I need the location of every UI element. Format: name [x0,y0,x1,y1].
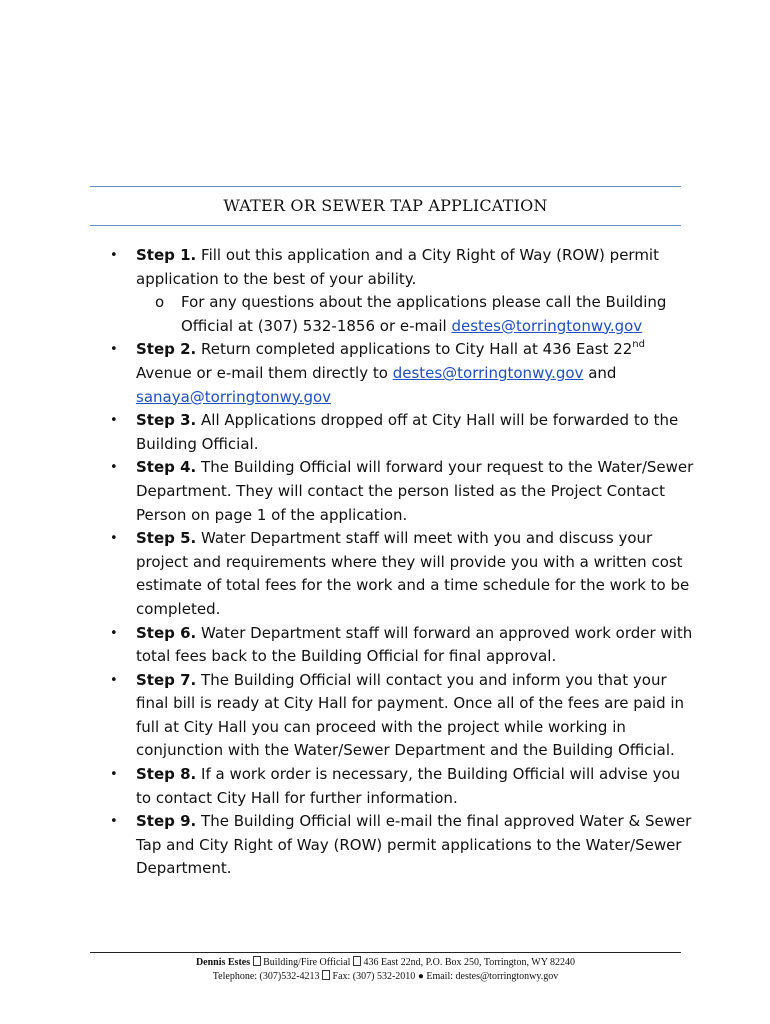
footer-name: Dennis Estes [195,957,251,968]
step-text: Avenue or e-mail them directly to [136,363,393,382]
dot-separator-icon: ● [417,971,424,982]
circle-bullet-icon: o [155,293,165,312]
box-separator-icon [353,956,361,966]
footer-fax: Fax: (307) 532-2010 [332,971,416,982]
step-label: Step 1. [136,246,197,264]
ordinal-suffix: nd [632,339,645,351]
bullet-icon: • [110,625,118,641]
footer-role: Building/Fire Official [263,957,351,968]
title-rule-bottom [90,225,681,226]
step-5 [108,527,698,621]
bullet-icon: • [110,342,118,358]
step-text: The Building Official will e-mail the final approved Water & Sewer Tap and City Right of Way (ROW) permit applications to the Water/Sewer Department. [136,812,692,878]
step-1-subitem [136,291,698,338]
step-1-sublist [136,291,698,338]
step-label: Step 9. [136,812,197,831]
step-4 [108,456,698,527]
bullet-icon: • [110,531,118,547]
step-label: Step 3. [136,411,197,430]
step-text: Water Department staff will meet with you and discuss your project and requirements where they will provide you with a written cost estimate of total fees for the work and a time schedule for the work to be completed. [136,529,690,618]
email-link[interactable]: destes@torringtonwy.gov [451,316,643,335]
step-6 [108,622,698,669]
step-label: Step 7. [136,670,197,689]
footer-email: Email: destes@torringtonwy.gov [426,971,559,982]
step-label: Step 5. [136,529,197,548]
step-8 [108,763,698,810]
footer-address: 436 East 22nd, P.O. Box 250, Torrington, WY 82240 [363,957,576,968]
steps-list [108,244,698,881]
step-label: Step 6. [136,623,197,642]
step-9 [108,810,698,881]
step-text: The Building Official will forward your request to the Water/Sewer Department. They will contact the person listed as the Project Contact Person on page 1 of the application. [136,458,694,524]
step-label: Step 2. [136,340,197,359]
step-1 [108,244,698,338]
bullet-icon: • [110,672,118,688]
box-separator-icon [253,956,261,966]
step-text: and [583,363,617,382]
step-label: Step 8. [136,765,197,784]
footer-line-2 [90,970,681,984]
footer-rule [90,952,681,953]
step-text: Fill out this application and a City Right of Way (ROW) permit application to the best of your ability. [136,246,659,288]
footer-line-1 [90,956,681,970]
step-2 [108,338,698,409]
bullet-icon: • [110,248,118,263]
bullet-icon: • [110,413,118,429]
bullet-icon: • [110,460,118,476]
bullet-icon: • [110,767,118,783]
document-title: WATER OR SEWER TAP APPLICATION [223,196,548,215]
step-label: Step 4. [136,458,197,477]
step-3 [108,409,698,456]
step-text: All Applications dropped off at City Hall will be forwarded to the Building Official. [136,411,679,453]
footer [90,956,681,984]
footer-telephone: Telephone: (307)532-4213 [212,971,320,982]
box-separator-icon [322,970,330,980]
step-text: The Building Official will contact you and inform you that your final bill is ready at City Hall for payment. Once all of the fees are paid in full at City Hall you can proceed with the project while working in conjunction with the Water/Sewer Department and the Building Official. [136,670,685,760]
step-7 [108,669,698,763]
sub-text: For any questions about the applications please call the Building Official at (307) 532-1856 or e-mail [181,293,667,335]
email-link[interactable]: destes@torringtonwy.gov [392,363,584,382]
bullet-icon: • [110,814,118,830]
email-link[interactable]: sanaya@torringtonwy.gov [136,387,332,406]
step-text: Water Department staff will forward an approved work order with total fees back to the Building Official for final approval. [136,623,693,666]
step-text: Return completed applications to City Hall at 436 East 22 [201,340,633,359]
title-rule-top [90,186,681,187]
step-text: If a work order is necessary, the Building Official will advise you to contact City Hall for further information. [136,765,681,807]
